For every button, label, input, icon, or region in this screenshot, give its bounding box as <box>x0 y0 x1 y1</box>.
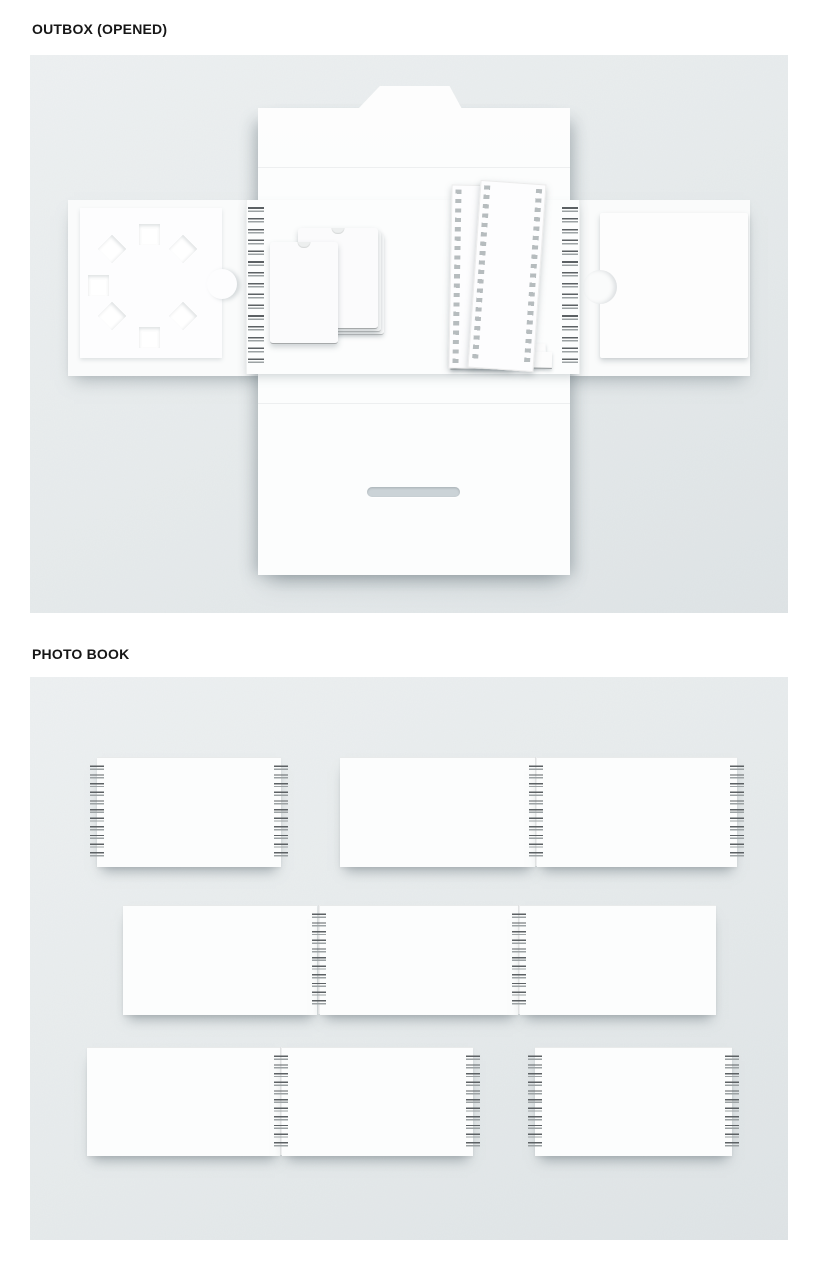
spiral-binding-stubs <box>274 1054 288 1149</box>
envelope-slot <box>367 487 460 497</box>
photobook-page <box>537 757 737 867</box>
outbox-panel <box>30 55 788 613</box>
photobook-panel <box>30 677 788 1240</box>
pocket-sleeve <box>600 213 748 358</box>
photocard-front <box>270 242 338 344</box>
spiral-binding-stubs <box>312 912 326 1007</box>
spiral-binding-stubs <box>466 1054 480 1149</box>
photobook-page <box>87 1047 280 1156</box>
diecut-holder-panel <box>80 208 222 358</box>
diecut-cutout-diamond <box>98 302 126 330</box>
film-perforations <box>452 190 461 364</box>
photobook-page <box>123 905 317 1015</box>
spiral-binding-right <box>562 205 578 367</box>
spiral-binding-stubs <box>730 764 744 859</box>
photobook-page <box>340 757 535 867</box>
photobook-cover <box>535 1047 732 1156</box>
photobook-page <box>282 1047 473 1156</box>
envelope-crease-top <box>258 167 570 168</box>
diecut-cutout-diamond <box>98 235 126 263</box>
card-notch <box>332 228 345 234</box>
card-notch <box>298 242 311 248</box>
envelope-top-tab <box>358 86 462 109</box>
diecut-cutout-square <box>139 224 160 245</box>
envelope-crease-bottom <box>258 403 570 404</box>
spiral-binding-stubs <box>529 764 543 859</box>
spiral-binding-left <box>248 205 264 367</box>
photobook-section-label: PHOTO BOOK <box>32 646 130 662</box>
diecut-cutout-diamond <box>169 302 197 330</box>
spiral-binding-stubs <box>528 1054 542 1149</box>
film-strip-front <box>468 180 547 372</box>
spiral-binding-stubs <box>274 764 288 859</box>
diecut-cutout-square <box>139 327 160 348</box>
diecut-cutout-square <box>88 275 109 296</box>
spiral-binding-stubs <box>512 912 526 1007</box>
diecut-cutout-diamond <box>169 235 197 263</box>
outbox-section-label: OUTBOX (OPENED) <box>32 21 168 37</box>
photobook-page <box>320 905 518 1015</box>
pocket-thumb-notch <box>583 270 617 304</box>
thumb-tab-semicircle <box>207 269 237 299</box>
photobook-page <box>520 905 716 1015</box>
spiral-binding-stubs <box>90 764 104 859</box>
photobook-cover <box>97 757 281 867</box>
spiral-binding-stubs <box>725 1054 739 1149</box>
